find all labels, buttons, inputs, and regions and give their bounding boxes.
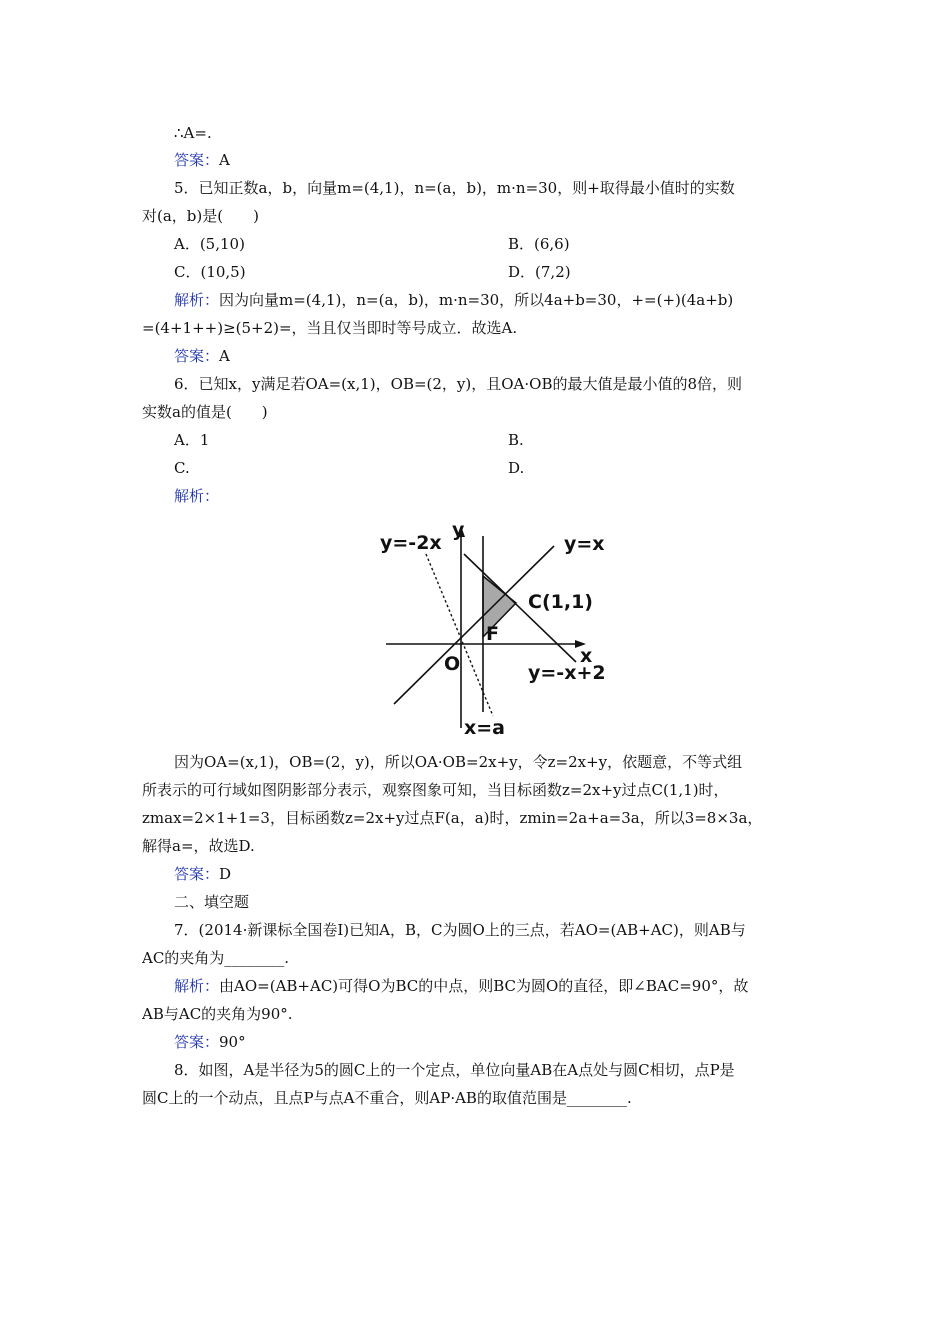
q5-option-d: D．(7,2): [508, 263, 571, 281]
question-6-stem-cont: 实数a的值是( ): [142, 403, 268, 421]
label-y-neg-x-plus-2: y=-x+2: [528, 662, 606, 684]
answer-value: A: [219, 347, 230, 365]
q6-option-b: B.: [508, 431, 524, 449]
solution-label: 解析：: [174, 977, 220, 995]
answer-label: 答案：: [174, 1033, 220, 1051]
section-2-heading: 二、填空题: [174, 893, 250, 911]
label-point-c: C(1,1): [528, 591, 593, 613]
label-y-axis: y: [452, 519, 465, 541]
solution-label: 解析：: [174, 291, 220, 309]
q6-option-d: D.: [508, 459, 525, 477]
answer-label: 答案：: [174, 151, 220, 169]
q7-solution: [174, 976, 748, 996]
q5-answer: [174, 346, 230, 366]
q5-option-a: A．(5,10): [174, 235, 245, 253]
q5-solution: [174, 290, 733, 310]
q6-explanation-1: 因为OA=(x,1)，OB=(2，y)，所以OA·OB=2x+y，令z=2x+y，依题意，不等式组: [174, 753, 743, 771]
q6-explanation-2: 所表示的可行域如图阴影部分表示，观察图象可知，当目标函数z=2x+y过点C(1,1)时，: [142, 781, 729, 799]
q5-solution-cont: =(4+1++)≥(5+2)=，当且仅当即时等号成立．故选A.: [142, 319, 518, 337]
question-5-stem-cont: 对(a，b)是( ): [142, 207, 259, 225]
q5-option-c: C．(10,5): [174, 263, 246, 281]
answer-value: D: [219, 865, 232, 883]
question-6-stem: 6．已知x，y满足若OA=(x,1)，OB=(2，y)，且OA·OB的最大值是最小值的8倍，则: [174, 375, 743, 393]
question-5-stem: 5．已知正数a，b，向量m=(4,1)，n=(a，b)，m·n=30，则+取得最小值时的实数: [174, 179, 735, 197]
label-x-eq-a: x=a: [464, 717, 505, 739]
answer-label: 答案：: [174, 865, 220, 883]
q6-answer: [174, 864, 231, 884]
q6-option-a: A．1: [174, 431, 210, 449]
label-x-axis: x: [580, 645, 593, 667]
question-8-stem: 8．如图，A是半径为5的圆C上的一个定点，单位向量AB在A点处与圆C相切，点P是: [174, 1061, 735, 1079]
answer-value: A: [219, 151, 230, 169]
label-origin: O: [444, 653, 461, 675]
answer-value: 90°: [219, 1033, 246, 1051]
q6-option-c: C.: [174, 459, 190, 477]
line-therefore: ∴A=.: [174, 124, 212, 142]
question-7-stem: 7．(2014·新课标全国卷Ⅰ)已知A，B，C为圆O上的三点，若AO=(AB+AC)，则AB与: [174, 921, 746, 939]
q6-solution-label: 解析：: [174, 487, 220, 505]
solution-text: 由AO=(AB+AC)可得O为BC的中点，则BC为圆O的直径，即∠BAC=90°，故: [219, 977, 749, 995]
label-y-eq-x: y=x: [564, 533, 605, 555]
label-y-neg-2x: y=-2x: [380, 532, 442, 554]
q6-explanation-4: 解得a=，故选D.: [142, 837, 255, 855]
q6-explanation-3: zmax=2×1+1=3，目标函数z=2x+y过点F(a，a)时，zmin=2a+a=3a，所以3=8×3a，: [142, 809, 763, 827]
q5-option-b: B．(6,6): [508, 235, 570, 253]
feasible-region-graph: [376, 516, 616, 744]
label-point-f: F: [486, 623, 499, 645]
answer-label: 答案：: [174, 347, 220, 365]
q7-answer: [174, 1032, 246, 1052]
q7-solution-cont: AB与AC的夹角为90°.: [142, 1005, 293, 1023]
solution-text: 因为向量m=(4,1)，n=(a，b)，m·n=30，所以4a+b=30，+=(+)(4a+b): [219, 291, 734, 309]
question-7-stem-cont: AC的夹角为________.: [142, 949, 290, 967]
question-8-stem-cont: 圆C上的一个动点，且点P与点A不重合，则AP·AB的取值范围是________.: [142, 1089, 632, 1107]
answer-line: [174, 150, 230, 170]
